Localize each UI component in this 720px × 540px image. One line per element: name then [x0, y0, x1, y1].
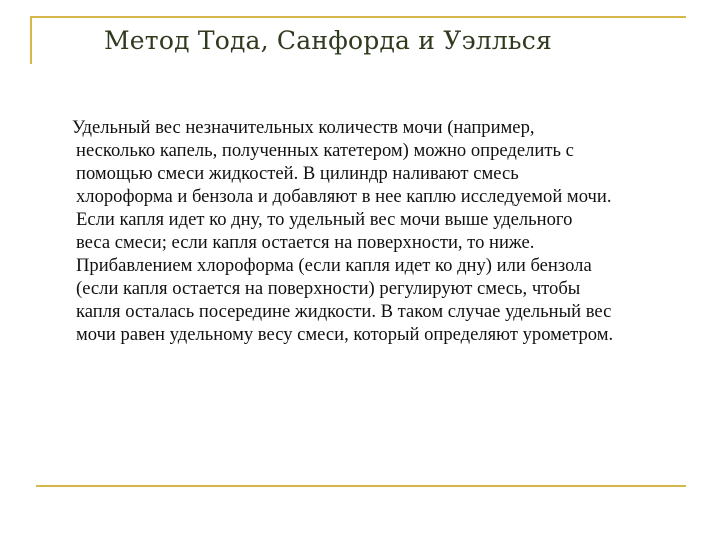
body-line: веса смеси; если капля остается на поверхности, то ниже. — [76, 232, 535, 253]
body-line: хлороформа и бензола и добавляют в нее каплю исследуемой мочи. — [76, 186, 612, 207]
body-line: капля осталась посередине жидкости. В таком случае удельный вес — [76, 301, 612, 322]
body-line: мочи равен удельному весу смеси, который определяют урометром. — [76, 324, 614, 345]
title-left-rule — [30, 16, 32, 64]
body-line: Прибавлением хлороформа (если капля идет ко дну) или бензола — [76, 255, 592, 276]
slide-title: Метод Тода, Санфорда и Уэллься — [104, 26, 552, 55]
title-top-rule — [30, 16, 686, 18]
body-line: Удельный вес незначительных количеств мочи (например, — [72, 117, 535, 138]
body-line: (если капля остается на поверхности) регулируют смесь, чтобы — [76, 278, 581, 299]
body-line: Если капля идет ко дну, то удельный вес мочи выше удельного — [76, 209, 573, 230]
body-line: несколько капель, полученных катетером) можно определить с — [76, 140, 574, 161]
body-paragraph — [58, 116, 698, 346]
bottom-rule — [36, 485, 686, 487]
body-line: помощью смеси жидкостей. В цилиндр наливают смесь — [76, 163, 519, 184]
